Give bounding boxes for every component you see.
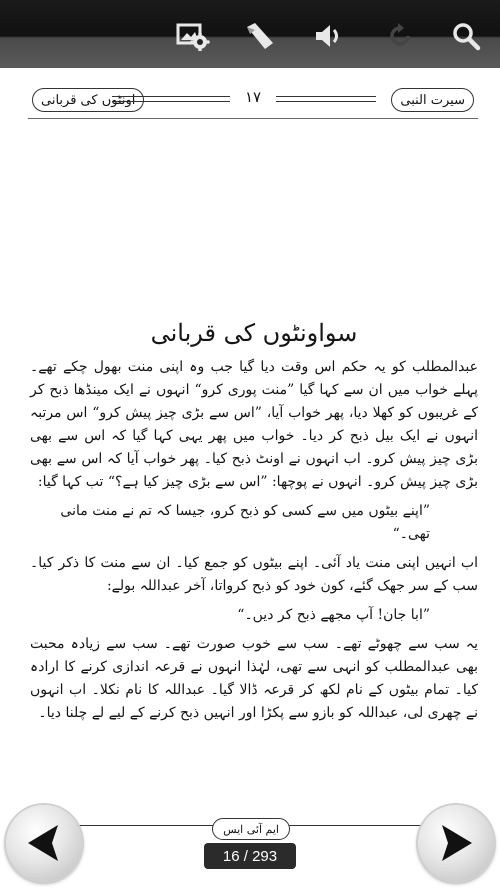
header-rule xyxy=(28,118,478,119)
page-number: ۱۷ xyxy=(244,88,262,106)
previous-page-button[interactable] xyxy=(6,805,82,881)
publisher-mark: ایم آئی ایس xyxy=(212,818,290,840)
paragraph: یہ سب سے چھوٹے تھے۔ سب سے خوب صورت تھے۔ سب سے زیادہ محبت بھی عبدالمطلب کو انہی سے تھی، لہٰذا انہوں نے قرعہ اندازی کرنے کا ارادہ کیا۔ تمام بیٹوں کے نام لکھ کر قرعہ ڈالا گیا۔ عبداللہ کا نام نکلا۔ اب انہوں نے چھری لی، عبداللہ کو بازو سے پکڑا اور انہیں ذبح کرنے کے لیے لے چلنا دیا۔ xyxy=(30,636,478,721)
arrow-left-icon xyxy=(24,821,64,865)
header-divider-left xyxy=(112,96,230,102)
section-title: اونٹوں کی قربانی xyxy=(32,88,144,112)
chapter-heading: سواونٹوں کی قربانی xyxy=(150,319,358,347)
paragraph: اب انہیں اپنی منت یاد آئی۔ اپنے بیٹوں کو جمع کیا۔ ان سے منت کا ذکر کیا۔ سب کے سر جھک گئے، کون خود کو ذبح کرواتا، آخر عبداللہ بولے: xyxy=(30,555,478,594)
book-title: سیرت النبی xyxy=(391,88,474,112)
volume-icon[interactable] xyxy=(312,18,348,54)
bookmark-icon[interactable] xyxy=(241,18,277,54)
paragraph: عبدالمطلب کو یہ حکم اس وقت دیا گیا جب وہ اپنی منت بھول چکے تھے۔ پہلے خواب میں ان سے کہا گیا ”منت پوری کرو“ انہوں نے ایک مینڈھا ذبح کر کے غریبوں کو کھلا دیا، پھر خواب آیا، ”اس سے بڑی چیز پیش کرو“ اس مرتبہ انہوں نے ایک بیل ذبح کر دیا۔ خواب میں پھر یہی کہا گیا کہ اس سے بھی بڑی چیز پیش کرو۔ اب انہوں نے اونٹ ذبح کیا۔ پھر خواب آیا کہ اس سے بھی بڑی چیز پیش کرو۔ انہوں نے پوچھا: ”اس سے بڑی چیز کیا ہے؟“ تب کہا گیا: xyxy=(30,359,478,490)
rotate-icon[interactable] xyxy=(382,18,418,54)
settings-image-icon[interactable] xyxy=(175,18,211,54)
quote: ”ابا جان! آپ مجھے ذبح کر دیں۔“ xyxy=(237,607,430,623)
page-content xyxy=(30,316,478,725)
page-indicator: 16 / 293 xyxy=(204,843,296,869)
arrow-right-icon xyxy=(436,821,476,865)
quote: ”اپنے بیٹوں میں سے کسی کو ذبح کرو، جیسا کہ تم نے منت مانی تھی۔“ xyxy=(60,503,430,542)
search-icon[interactable] xyxy=(448,18,484,54)
header-divider-right xyxy=(276,96,376,102)
page-header xyxy=(28,82,478,116)
book-page xyxy=(0,68,500,860)
next-page-button[interactable] xyxy=(418,805,494,881)
top-toolbar xyxy=(0,0,500,68)
